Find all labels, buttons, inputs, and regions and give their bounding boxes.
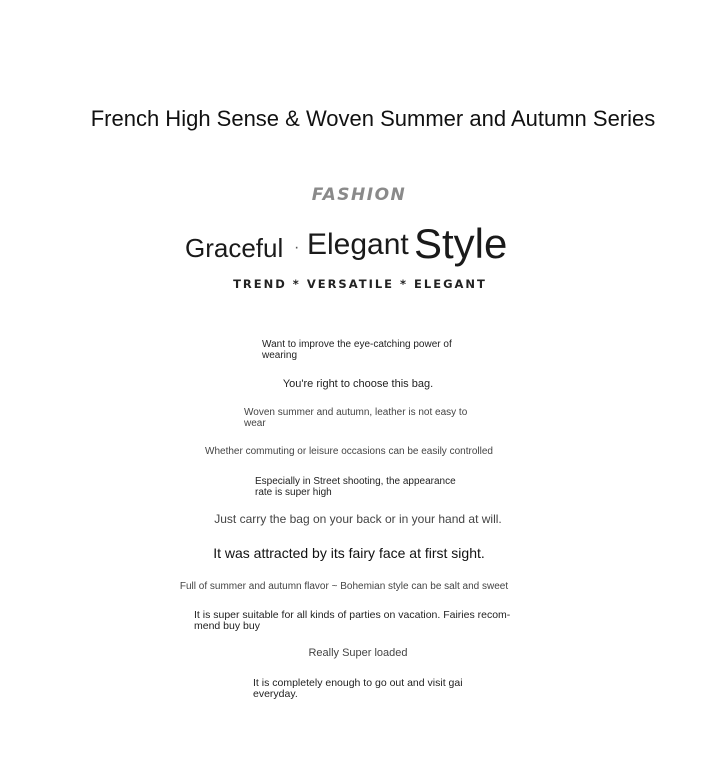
headline-subtitle: TREND * VERSATILE * ELEGANT [233,277,487,291]
headline-separator: · [294,239,300,256]
body-line-9: It is super suitable for all kinds of parties on vacation. Fairies recom-mend buy buy [194,609,511,632]
body-line-1: Want to improve the eye-catching power of wearing [262,339,452,361]
body-line-6: Just carry the bag on your back or in your hand at will. [214,512,502,526]
body-line-3: Woven summer and autumn, leather is not easy to wear [244,407,468,429]
headline-graceful: Graceful [185,233,284,263]
body-line-2: You're right to choose this bag. [282,378,434,390]
body-line-8: Full of summer and autumn flavor ~ Bohemian style can be salt and sweet [179,581,509,592]
page-title: French High Sense & Woven Summer and Autumn Series [90,106,656,131]
headline-style: Style [414,220,508,267]
body-line-11: It is completely enough to go out and visit gai everyday. [253,677,463,700]
fashion-tag: FASHION [311,185,407,205]
body-line-7: It was attracted by its fairy face at first sight. [213,545,485,561]
headline-elegant: Elegant [307,228,409,261]
body-line-5: Especially in Street shooting, the appearance rate is super high [255,476,456,498]
headline [0,218,720,274]
body-line-4: Whether commuting or leisure occasions can be easily controlled [205,446,493,457]
body-line-10: Really Super loaded [308,647,408,659]
